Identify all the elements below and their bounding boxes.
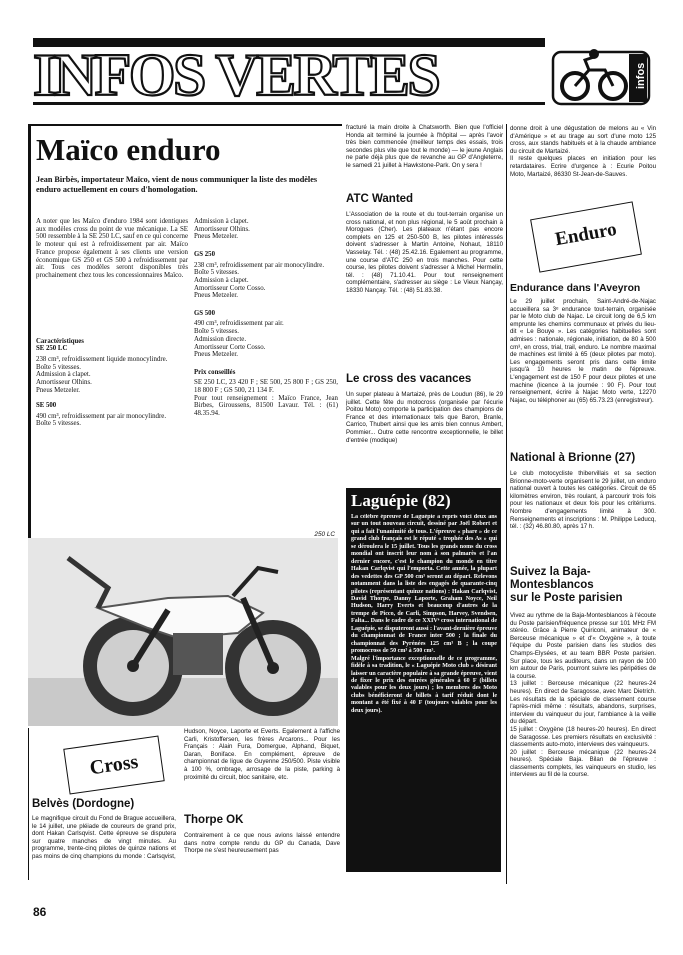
gs250-title: GS 250 xyxy=(194,251,215,259)
gs250-body: 238 cm³, refroidissement par air monocylindre. Boîte 5 vitesses. Admission à clapet. Amortisseur Corte Cosso. Pneus Metzeler. xyxy=(194,261,325,300)
cross-logo-text: Cross xyxy=(88,750,140,780)
baja-title-line-2: Montesblancos xyxy=(510,579,594,591)
baja-body: Vivez au rythme de la Baja-Montesblancos à l'écoute du Poste parisien/fréquence presse sur 101 MHz FM stéréo. Grâce à Pierre Quiriconi, animateur de « Berceuse mécanique » et d'« Oxygène », à toute l'équipe du Poste parisien dans les studios des Champs-Elysées, et au team BBR Poste parisien. Sur place, tous les auditeurs, dans un rayon de 100 km autour de Paris, pourront suivre les péripéties de la course. 13 juillet : Berceuse mécanique (22 heures-24 heures). En direct de Saragosse, avec Marc Dietrich. Les résultats de la spéciale de classement course l'après-midi même : résultats, abandons, surprises, interview du vainqueur du jour, l'ambiance à la veille du départ. 15 juillet : Oxygène (18 heures-20 heures). En direct de Saragosse. Les premiers résultats en exclusivité : classements auto-moto, interviews des vainqueurs. 20 juillet : Berceuse mécanique (22 heures-24 heures). Spéciale Baja. Bilan de l'épreuve : classements complets, les vainqueurs en studio, les interviews au fil de la course. xyxy=(510,612,656,779)
page-number: 86 xyxy=(33,905,47,919)
aveyron-title: Endurance dans l'Aveyron xyxy=(510,283,641,294)
col4-top-text: donne droit à une dégustation de melons au « Vin d'Amérique » et au tirage au sort d'une moto 125 cross, aux stands habituels et à la chaude ambiance du circuit de Martaizé. Il reste quelques places en initiation pour les retardataires. Ecrire d'urgence à : Ecurie Poitou Moto, Martaizé, 86330 St-Jean-de-Sauves. xyxy=(510,125,656,178)
baja-title xyxy=(510,566,656,608)
aveyron-body: Le 29 juillet prochain, Saint-André-de-Najac accueillera sa 3ᵉ endurance tout-terrain, organisée par le Moto club de Najac. Le circuit long de 6,5 km emprunte les chemins communaux et privés du lieu-dit « Le Bouye ». Les catégories habituelles sont admises : nationale, régionale, initiation, de 80 à 500 cm³, en cross, trial, trail, enduro. Le nombre maximal de machines est limité à 65 (deux pilotes par moto). Les engagements seront pris dans cette limite jusqu'à 10 heures le matin de l'épreuve. L'engagement est de 150 F pour deux pilotes et une machine (licence à la journée : 90 F). Pour tout renseignement, écrire à Najac Moto verte, 12270 Najac, ou téléphoner au (65) 65.73.23 (enregistreur). xyxy=(510,298,656,404)
brionne-title: National à Brionne (27) xyxy=(510,452,636,464)
carac-title: Caractéristiques xyxy=(36,338,84,345)
maico-title: Maïco enduro xyxy=(36,132,221,167)
motorbike-photo xyxy=(28,538,338,726)
se250-title: SE 250 LC xyxy=(36,345,68,353)
laguepie-body: La célèbre épreuve de Laguépie a repris voici deux ans sur un tout nouveau circuit, dessiné par Joël Robert et qui a fait l'unanimité de tous. L'épreuve « phare » de ce grand club français est le réputé « trophée des As » qui se déroulera le 15 juillet. Tous les grands noms du cross mondial ont inscrit leur nom à son palmarès et l'an dernier encore, c'est le champion du monde en titre Hakan Carlqvist qui l'emporta. Cette année, la plupart des vedettes des GP 500 cm³ seront au départ. Relevons notamment dans la liste des engagés de quarante-cinq pilotes (représentant quinze nations) : Hakan Carlqvist, David Thorpe, Danny Laporte, Graham Noyce, Neil Hudson, Harry Everts et beaucoup d'autres de la trempe de Picco, de Carli, Simpson, Harvey, Svendsen, Falta... Dans le cadre de ce XXIVᵉ cross international de Laguépie, se disputeront aussi : l'avant-dernière épreuve du championnat de France inter 500 ; la finale du championnat des Pyrénées 125 cm³ B ; la coupe promocross de 50 cm³ à 500 cm³. Malgré l'importance exceptionnelle de ce programme, fidèle à sa tradition, le « Laguépie Moto club » désirant laisser un caractère populaire à sa grande épreuve, vient de fixer le prix des entrées générales à 60 F (billets valables pour les deux jours) ; les membres des Moto clubs bénéficieront de billets à tarif réduit dont le montant a été fixé à 40 F (toujours valables pour les deux jours). xyxy=(351,514,497,714)
header-top-rule xyxy=(33,38,545,47)
baja-title-line-3: sur le Poste parisien xyxy=(510,592,623,604)
thorpe-title: Thorpe OK xyxy=(184,814,244,826)
atc-body: L'Association de la route et du tout-terrain organise un cross national, et non plus régional, le 5 août prochain à Morogues (Cher). Les plateaux n'étant pas encore complets en 125 et 250-500 B, les pilotes intéressés doivent s'adresser à Martin Antoine, Nohaut, 18110 Vasselay. Tél. : (48) 25.42.16. Egalement au programme, une course d'ATC 250 en trois manches. Pour cette course, les pilotes doivent s'adresser à Michel Hermelin, tél. : (48) 71.10.41. Pour tout renseignement complémentaire, s'adresser au siège : Le Vieux Nançay, 18330 Nançay. Tél. : (48) 51.83.38. xyxy=(346,211,503,294)
prix-body: SE 250 LC, 23 420 F ; SE 500, 25 800 F ; GS 250, 18 800 F ; GS 500, 21 134 F. Pour tout renseignement : Maïco France, Jean Birbes, Giroussens, 81500 Lavaur. Tél. : (61) 48.35.94. xyxy=(194,379,338,418)
infos-badge: infos xyxy=(635,62,647,90)
col3-top-text: fracturé la main droite à Chatsworth. Bien que l'officiel Honda ait terminé la journée à l'hôpital — après l'avoir très bien commencée (meilleur temps des essais, trois secondes plus vite que tout le monde) — le jeune Anglais ne parle déjà plus que de revanche au GP d'Angleterre, le samedi 21 juillet à Hawkstone-Park. On y sera ! xyxy=(346,124,503,169)
atc-title: ATC Wanted xyxy=(346,193,414,205)
enduro-logo-text: Enduro xyxy=(553,218,619,251)
se500-body: 490 cm³, refroidissement par air monocylindre. Boîte 5 vitesses. xyxy=(36,412,167,428)
se500-title: SE 500 xyxy=(36,402,57,410)
laguepie-title: Laguépie (82) xyxy=(351,491,451,510)
baja-title-line-1: Suivez la Baja- xyxy=(510,566,591,578)
prix-title: Prix conseillés xyxy=(194,368,236,376)
photo-caption: 250 LC xyxy=(314,531,335,538)
belves-continued: Hudson, Noyce, Laporte et Everts. Egalement à l'affiche Carli, Kristoffersen, les frères Arcarons... Pour les Français : Alain Fura, Domergue, Alphand, Biquet, Daran, Boniface. En complément, épreuve de championnat de ligue de Guyenne 250/500. Piste visible à 100 %, ombrage, arrosage de la piste, parking à proximité du circuit, bloc sanitaire, etc. xyxy=(184,728,340,781)
gs500-title: GS 500 xyxy=(194,310,215,318)
maico-col2 xyxy=(194,218,338,536)
maico-intro: A noter que les Maïco d'enduro 1984 sont identiques aux modèles cross du point de vue mécanique. La SE 500 ressemble à la SE 250 LC, sauf en ce qui concerne le moteur qui est à refroidissement par air. Maïco France propose également à ses clients une version économique GS 250 et GS 500 à refroidissement par air. Tous ces modèles seront disponibles très prochainement chez tous les concessionnaires Maïco. xyxy=(36,218,188,279)
belves-body: Le magnifique circuit du Fond de Brague accueillera, le 14 juillet, une pléiade de coureurs de grand prix, dont Hakan Carlsqvist. Cette épreuve se disputera sur quatre manches de vingt minutes. Au programme, trente-cinq pilotes de quinze nations et pas moins de cinq champions du monde : Carlsqvist, xyxy=(32,815,176,860)
thorpe-body: Contrairement à ce que nous avions laissé entendre dans notre compte rendu du GP du Canada, Dave Thorpe ne s'est heureusement pas xyxy=(184,832,340,855)
maico-col1 xyxy=(36,218,188,536)
page-title: INFOS VERTES xyxy=(33,47,439,103)
vacances-title: Le cross des vacances xyxy=(346,373,472,385)
brionne-body: Le club motocycliste thibervillais et sa section Brionne-moto-verte organisent le 29 juillet, un enduro national ouvert à toutes les catégories. Circuit de 65 kilomètres environ, très roulant, à parcourir trois fois pour les nationaux et deux fois pour les critériums. Nombre d'engagements limité à 300. Renseignements et inscriptions : M. Philippe Leducq, tél. : (32) 46.80.80, après 17 h. xyxy=(510,470,656,531)
gs500-body: 490 cm³, refroidissement par air. Boîte 5 vitesses. Admission directe. Amortisseur Corte Cosso. Pneus Metzeler. xyxy=(194,320,284,359)
col2-top: Admission à clapet. Amortisseur Olhins. Pneus Metzeler. xyxy=(194,218,250,241)
vacances-body: Un super plateau à Martaizé, près de Loudun (86), le 29 juillet. Cette fête du motocross (organisée par l'écurie Poitou Moto) comporte la participation des champions de France et des internationaux tels que Baron, Branle, Carrico, Thubert ainsi que les amis bien connus Ambert, Pommier... Outre cette rencontre exceptionnelle, le billet d'entrée (modique) xyxy=(346,391,503,444)
belves-title: Belvès (Dordogne) xyxy=(32,798,135,810)
se250-body: 238 cm³, refroidissement liquide monocylindre. Boîte 5 vitesses. Admission à clapet. Amortisseur Olhins. Pneus Metzeler. xyxy=(36,355,168,394)
maico-lead: Jean Birbès, importateur Maïco, vient de nous communiquer la liste des modèles enduro actuellement en cours d'homologation. xyxy=(36,175,318,194)
